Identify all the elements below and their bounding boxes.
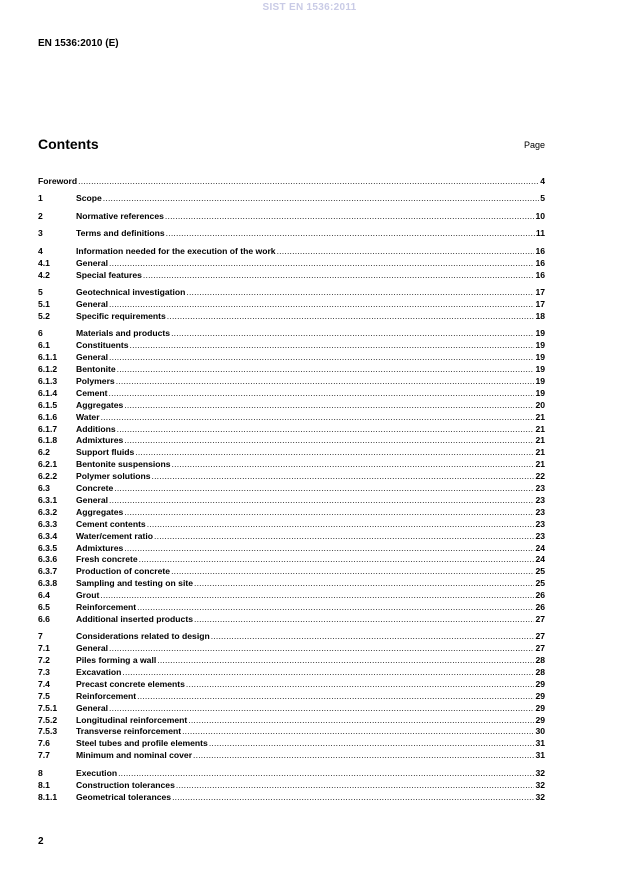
toc-leader-dots — [109, 495, 534, 507]
toc-entry-number: 4.1 — [38, 257, 50, 268]
toc-entry[interactable] — [38, 400, 545, 412]
toc-entry[interactable] — [38, 364, 545, 376]
toc-entry[interactable] — [38, 388, 545, 400]
toc-entry[interactable] — [38, 299, 545, 311]
toc-entry-title: Constituents — [76, 340, 129, 351]
toc-entry[interactable] — [38, 287, 545, 299]
toc-leader-dots — [124, 507, 534, 519]
toc-entry-number: 6.2.1 — [38, 459, 58, 470]
toc-entry-number: 6.1.6 — [38, 411, 58, 422]
table-of-contents — [38, 176, 545, 803]
page-column-label: Page — [523, 140, 545, 150]
toc-entry-title: Geotechnical investigation — [76, 287, 186, 298]
toc-entry-page: 16 — [535, 257, 545, 268]
toc-entry-page: 19 — [535, 328, 545, 339]
toc-leader-dots — [135, 447, 534, 459]
watermark: SIST EN 1536:2011 — [262, 2, 357, 13]
toc-entry[interactable] — [38, 483, 545, 495]
toc-entry-number: 7.5 — [38, 690, 50, 701]
toc-entry-number: 8.1.1 — [38, 791, 58, 802]
toc-entry[interactable] — [38, 495, 545, 507]
toc-entry-title: Considerations related to design — [76, 631, 210, 642]
toc-leader-dots — [186, 287, 534, 299]
toc-entry-title: Fresh concrete — [76, 554, 138, 565]
toc-entry-page: 26 — [535, 601, 545, 612]
toc-leader-dots — [166, 228, 535, 240]
toc-entry-page: 16 — [535, 269, 545, 280]
toc-leader-dots — [109, 258, 534, 270]
toc-entry-title: Bentonite suspensions — [76, 459, 171, 470]
toc-entry-title: Additional inserted products — [76, 613, 193, 624]
toc-entry-number: 3 — [38, 228, 43, 239]
toc-entry-page: 32 — [535, 791, 545, 802]
toc-entry-title: Excavation — [76, 667, 122, 677]
toc-leader-dots — [124, 435, 534, 447]
toc-entry-title: Normative references — [76, 210, 164, 221]
toc-entry-page: 29 — [535, 702, 545, 713]
toc-entry-number: 6.2 — [38, 447, 50, 458]
toc-leader-dots — [116, 376, 535, 388]
toc-entry[interactable] — [38, 590, 545, 602]
toc-leader-dots — [182, 726, 534, 738]
toc-entry-title: Polymers — [76, 376, 115, 387]
toc-leader-dots — [209, 738, 535, 750]
toc-entry[interactable] — [38, 228, 545, 240]
toc-leader-dots — [137, 602, 534, 614]
toc-leader-dots — [193, 750, 534, 762]
toc-entry-title: Aggregates — [76, 506, 124, 517]
toc-entry-page: 21 — [535, 423, 545, 434]
toc-entry-title: Transverse reinforcement — [76, 726, 182, 737]
toc-entry[interactable] — [38, 412, 545, 424]
toc-leader-dots — [147, 519, 535, 531]
toc-entry-page: 17 — [535, 299, 545, 310]
toc-entry-number: 6.3.2 — [38, 506, 58, 517]
toc-entry-page: 21 — [535, 447, 545, 458]
toc-entry-page: 27 — [535, 631, 545, 642]
toc-entry-number: 4 — [38, 245, 43, 256]
toc-leader-dots — [139, 554, 535, 566]
toc-entry-title: Steel tubes and profile elements — [76, 738, 208, 749]
toc-leader-dots — [117, 424, 535, 436]
toc-entry-page: 22 — [535, 471, 545, 482]
toc-entry-page: 24 — [535, 542, 545, 553]
toc-entry-page: 32 — [535, 779, 545, 790]
toc-entry-title: Support fluids — [76, 447, 135, 458]
toc-entry-page: 4 — [540, 176, 545, 186]
toc-leader-dots — [171, 328, 534, 340]
toc-entry[interactable] — [38, 715, 545, 727]
toc-entry-title: Foreword — [38, 176, 78, 186]
toc-entry-number: 6.3.6 — [38, 554, 58, 565]
toc-leader-dots — [194, 614, 534, 626]
toc-entry[interactable] — [38, 780, 545, 792]
toc-entry-title: Production of concrete — [76, 566, 171, 577]
toc-leader-dots — [109, 643, 534, 655]
toc-entry-title: Water/cement ratio — [76, 530, 154, 541]
toc-entry[interactable] — [38, 519, 545, 531]
toc-entry-number: 6.3.3 — [38, 518, 58, 529]
toc-entry-number: 7.1 — [38, 643, 50, 654]
toc-entry-number: 6.1.2 — [38, 364, 58, 375]
toc-entry-number: 8 — [38, 767, 43, 778]
toc-entry[interactable] — [38, 507, 545, 519]
toc-entry-number: 6.3.8 — [38, 578, 58, 589]
toc-entry-page: 32 — [535, 767, 545, 778]
toc-entry-title: General — [76, 299, 109, 310]
toc-entry[interactable] — [38, 211, 545, 223]
toc-entry[interactable] — [38, 193, 545, 205]
toc-leader-dots — [117, 364, 535, 376]
toc-entry-title: Specific requirements — [76, 310, 166, 321]
toc-entry-page: 31 — [535, 738, 545, 749]
toc-entry[interactable] — [38, 246, 545, 258]
toc-entry[interactable] — [38, 602, 545, 614]
toc-entry-number: 7.4 — [38, 678, 50, 689]
toc-entry-number: 1 — [38, 193, 43, 204]
toc-entry[interactable] — [38, 679, 545, 691]
toc-entry[interactable] — [38, 543, 545, 555]
toc-entry-title: Information needed for the execution of the work — [76, 245, 276, 256]
toc-leader-dots — [109, 299, 534, 311]
toc-entry-page: 23 — [535, 483, 545, 494]
toc-entry-number: 6.3.5 — [38, 542, 58, 553]
toc-leader-dots — [103, 193, 539, 205]
toc-entry-number: 5 — [38, 287, 43, 298]
toc-entry-page: 25 — [535, 566, 545, 577]
toc-leader-dots — [194, 578, 534, 590]
toc-entry[interactable] — [38, 424, 545, 436]
toc-entry-page: 28 — [535, 655, 545, 666]
toc-entry-page: 29 — [535, 690, 545, 701]
toc-entry-page: 23 — [535, 494, 545, 505]
toc-entry-page: 28 — [535, 667, 545, 677]
toc-entry[interactable] — [38, 258, 545, 270]
toc-leader-dots — [100, 590, 534, 602]
toc-entry-number: 7.5.3 — [38, 726, 58, 737]
toc-leader-dots — [130, 340, 535, 352]
contents-title: Contents — [38, 136, 99, 152]
toc-entry-page: 23 — [535, 506, 545, 517]
toc-entry[interactable] — [38, 340, 545, 352]
toc-entry-number: 6.5 — [38, 601, 50, 612]
toc-entry-title: Concrete — [76, 483, 114, 494]
toc-entry-title: Construction tolerances — [76, 779, 175, 790]
toc-entry-page: 21 — [535, 411, 545, 422]
toc-entry-number: 8.1 — [38, 779, 50, 790]
toc-entry-title: Geometrical tolerances — [76, 791, 172, 802]
toc-leader-dots — [114, 483, 534, 495]
toc-leader-dots — [176, 780, 535, 792]
toc-leader-dots — [118, 768, 534, 780]
toc-leader-dots — [124, 543, 534, 555]
toc-leader-dots — [172, 459, 535, 471]
toc-entry-number: 6.6 — [38, 613, 50, 624]
toc-leader-dots — [167, 311, 535, 323]
toc-entry-page: 18 — [535, 310, 545, 321]
toc-entry[interactable] — [38, 691, 545, 703]
toc-entry[interactable] — [38, 768, 545, 780]
toc-entry[interactable] — [38, 554, 545, 566]
toc-entry-title: Minimum and nominal cover — [76, 750, 193, 761]
toc-entry[interactable] — [38, 311, 545, 323]
toc-entry-number: 5.2 — [38, 310, 50, 321]
toc-entry-title: Cement contents — [76, 518, 146, 529]
toc-entry-title: General — [76, 352, 109, 363]
toc-entry[interactable] — [38, 726, 545, 738]
page-number: 2 — [38, 836, 44, 847]
toc-entry[interactable] — [38, 643, 545, 655]
toc-leader-dots — [186, 679, 535, 691]
toc-entry[interactable] — [38, 566, 545, 578]
toc-entry-number: 2 — [38, 210, 43, 221]
toc-entry-title: Materials and products — [76, 328, 171, 339]
toc-leader-dots — [154, 531, 534, 543]
toc-entry-number: 6.3.1 — [38, 494, 58, 505]
toc-entry-number: 6.3 — [38, 483, 50, 494]
toc-entry[interactable] — [38, 738, 545, 750]
toc-entry-page: 26 — [535, 590, 545, 601]
toc-entry[interactable] — [38, 352, 545, 364]
toc-entry-number: 6.1.5 — [38, 399, 58, 410]
toc-entry-page: 29 — [535, 678, 545, 689]
toc-entry-number: 7.2 — [38, 655, 50, 666]
toc-entry-title: Admixtures — [76, 542, 124, 553]
toc-entry-page: 19 — [535, 387, 545, 398]
toc-entry-title: Additions — [76, 423, 116, 434]
toc-leader-dots — [143, 270, 535, 282]
toc-entry[interactable] — [38, 703, 545, 715]
toc-entry-page: 10 — [535, 210, 545, 221]
toc-entry-number: 7.5.1 — [38, 702, 58, 713]
toc-leader-dots — [157, 655, 534, 667]
toc-entry-title: General — [76, 643, 109, 654]
toc-entry-number: 5.1 — [38, 299, 50, 310]
toc-entry-page: 29 — [535, 714, 545, 725]
toc-entry-number: 6.1.7 — [38, 423, 58, 434]
toc-leader-dots — [172, 792, 534, 804]
toc-entry-number: 6.1.4 — [38, 387, 58, 398]
toc-leader-dots — [78, 176, 539, 188]
toc-leader-dots — [211, 631, 535, 643]
toc-leader-dots — [101, 412, 535, 424]
toc-entry-page: 24 — [535, 554, 545, 565]
toc-entry-title: Admixtures — [76, 435, 124, 446]
toc-entry-title: Precast concrete elements — [76, 678, 185, 689]
toc-entry-page: 23 — [535, 518, 545, 529]
toc-entry[interactable] — [38, 667, 545, 679]
toc-entry-title: Special features — [76, 269, 142, 280]
toc-entry-page: 19 — [535, 352, 545, 363]
toc-entry[interactable] — [38, 792, 545, 804]
toc-entry-page: 5 — [540, 193, 545, 204]
toc-entry-number: 4.2 — [38, 269, 50, 280]
toc-entry-page: 25 — [535, 578, 545, 589]
toc-leader-dots — [277, 246, 535, 258]
toc-entry-number: 7.6 — [38, 738, 50, 749]
toc-entry-number: 6.1 — [38, 340, 50, 351]
toc-entry-title: Piles forming a wall — [76, 655, 157, 666]
toc-entry-number: 6.1.8 — [38, 435, 58, 446]
toc-entry-title: Longitudinal reinforcement — [76, 714, 188, 725]
toc-entry-page: 19 — [535, 364, 545, 375]
toc-leader-dots — [152, 471, 535, 483]
toc-entry[interactable] — [38, 459, 545, 471]
toc-entry-page: 31 — [535, 750, 545, 761]
toc-entry-title: Water — [76, 411, 100, 422]
toc-entry[interactable] — [38, 435, 545, 447]
toc-entry[interactable] — [38, 471, 545, 483]
toc-entry-title: Bentonite — [76, 364, 116, 375]
toc-leader-dots — [137, 691, 534, 703]
toc-entry-title: Sampling and testing on site — [76, 578, 193, 589]
toc-entry[interactable] — [38, 447, 545, 459]
toc-entry-number: 6.3.7 — [38, 566, 58, 577]
toc-entry-number: 7.7 — [38, 750, 50, 761]
toc-entry-title: Polymer solutions — [76, 471, 151, 482]
toc-leader-dots — [124, 400, 534, 412]
toc-entry[interactable] — [38, 176, 545, 188]
toc-entry-title: Scope — [76, 193, 102, 204]
toc-entry-number: 7.5.2 — [38, 714, 58, 725]
toc-entry-page: 27 — [535, 613, 545, 624]
toc-entry-number: 6.3.4 — [38, 530, 58, 541]
toc-leader-dots — [109, 388, 535, 400]
toc-entry-page: 21 — [535, 435, 545, 446]
toc-entry-title: General — [76, 702, 109, 713]
toc-entry-page: 27 — [535, 643, 545, 654]
toc-entry-number: 6.2.2 — [38, 471, 58, 482]
toc-entry[interactable] — [38, 531, 545, 543]
toc-entry[interactable] — [38, 328, 545, 340]
toc-entry[interactable] — [38, 631, 545, 643]
toc-entry[interactable] — [38, 750, 545, 762]
toc-entry-page: 19 — [535, 376, 545, 387]
toc-entry-page: 20 — [535, 399, 545, 410]
toc-entry[interactable] — [38, 578, 545, 590]
toc-entry-page: 19 — [535, 340, 545, 351]
toc-entry-page: 21 — [535, 459, 545, 470]
toc-entry-title: Cement — [76, 387, 108, 398]
toc-entry-number: 6.1.1 — [38, 352, 58, 363]
toc-leader-dots — [122, 667, 534, 679]
toc-leader-dots — [188, 715, 534, 727]
toc-leader-dots — [109, 352, 534, 364]
toc-entry-number: 6 — [38, 328, 43, 339]
toc-entry-number: 6.1.3 — [38, 376, 58, 387]
toc-entry-title: Reinforcement — [76, 690, 137, 701]
toc-entry-page: 23 — [535, 530, 545, 541]
toc-entry-title: General — [76, 494, 109, 505]
toc-entry-page: 17 — [535, 287, 545, 298]
toc-entry-title: Reinforcement — [76, 601, 137, 612]
toc-entry-page: 11 — [535, 228, 545, 239]
standard-id: EN 1536:2010 (E) — [38, 38, 119, 49]
toc-leader-dots — [171, 566, 534, 578]
toc-leader-dots — [109, 703, 534, 715]
toc-entry[interactable] — [38, 655, 545, 667]
toc-entry-title: Aggregates — [76, 399, 124, 410]
toc-entry-number: 6.4 — [38, 590, 50, 601]
toc-entry-number: 7.3 — [38, 667, 50, 677]
toc-entry-number: 7 — [38, 631, 43, 642]
toc-entry[interactable] — [38, 376, 545, 388]
toc-entry-page: 30 — [535, 726, 545, 737]
toc-entry-title: Terms and definitions — [76, 228, 165, 239]
toc-entry-title: General — [76, 257, 109, 268]
toc-entry-title: Execution — [76, 767, 118, 778]
toc-entry-title: Grout — [76, 590, 100, 601]
toc-entry[interactable] — [38, 270, 545, 282]
toc-entry[interactable] — [38, 614, 545, 626]
toc-leader-dots — [165, 211, 535, 223]
toc-entry-page: 16 — [535, 245, 545, 256]
